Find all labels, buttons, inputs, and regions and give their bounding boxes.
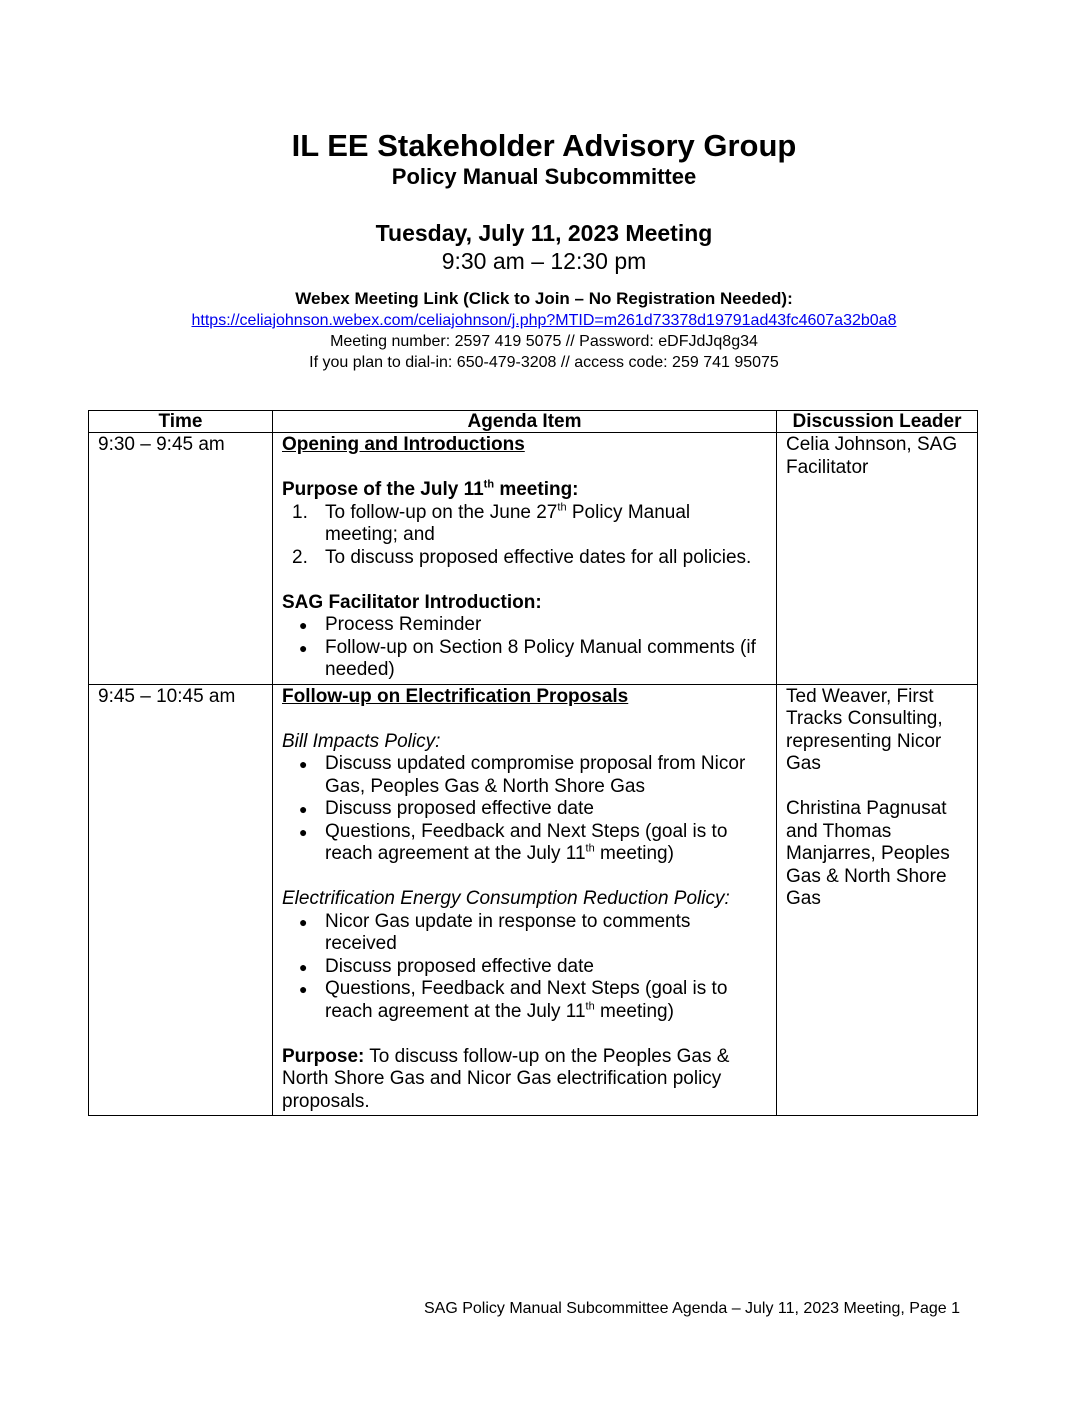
list-item: ● Discuss proposed effective date bbox=[299, 955, 594, 977]
document-title: IL EE Stakeholder Advisory Group bbox=[291, 128, 797, 163]
list-item: ● Discuss proposed effective date bbox=[299, 798, 594, 819]
intro-list bbox=[282, 614, 767, 682]
list-item: 1. To follow-up on the June 27th Policy Manual meeting; and bbox=[292, 501, 691, 545]
row-time: 9:45 – 10:45 am bbox=[89, 684, 273, 1116]
bullet-icon: ● bbox=[299, 823, 308, 840]
header-time: Time bbox=[89, 411, 273, 433]
list-item: ● Questions, Feedback and Next Steps (goal is to reach agreement at the July 11th meeting) bbox=[299, 820, 728, 864]
table-row bbox=[89, 684, 978, 1116]
row-agenda-item bbox=[273, 684, 777, 1116]
document-header bbox=[0, 128, 1088, 373]
meeting-number-info: Meeting number: 2597 419 5075 // Password: eDFJdJq8g34 bbox=[330, 333, 758, 350]
agenda-item-heading: Follow-up on Electrification Proposals bbox=[282, 685, 629, 707]
list-item: ● Follow-up on Section 8 Policy Manual comments (if needed) bbox=[299, 636, 756, 680]
agenda-table bbox=[88, 410, 978, 1116]
row-time: 9:30 – 9:45 am bbox=[89, 433, 273, 685]
bullet-icon: ● bbox=[299, 801, 308, 817]
bullet-icon: ● bbox=[299, 981, 308, 997]
table-header-row bbox=[89, 411, 978, 433]
discussion-leader-1: Ted Weaver, First Tracks Consulting, representing Nicor Gas bbox=[786, 685, 943, 774]
meeting-time: 9:30 am – 12:30 pm bbox=[441, 248, 647, 274]
bullet-icon: ● bbox=[299, 958, 308, 975]
list-item: ● Nicor Gas update in response to comments received bbox=[299, 910, 691, 954]
purpose-list bbox=[282, 502, 767, 570]
row-discussion-leader: Celia Johnson, SAG Facilitator bbox=[777, 433, 978, 685]
document-subtitle: Policy Manual Subcommittee bbox=[391, 164, 697, 189]
row-agenda-item bbox=[273, 433, 777, 685]
bullet-icon: ● bbox=[299, 756, 308, 772]
bill-impacts-list bbox=[282, 753, 767, 866]
list-item: ● Process Reminder bbox=[299, 614, 482, 635]
ecr-policy-list bbox=[282, 911, 767, 1024]
list-item: ● Questions, Feedback and Next Steps (goal is to reach agreement at the July 11th meeting) bbox=[299, 978, 728, 1022]
dial-in-info: If you plan to dial-in: 650-479-3208 // access code: 259 741 95075 bbox=[309, 354, 779, 371]
list-item: ● Discuss updated compromise proposal from Nicor Gas, Peoples Gas & North Shore Gas bbox=[299, 753, 746, 797]
header-agenda-item: Agenda Item bbox=[273, 411, 777, 433]
row-discussion-leader bbox=[777, 684, 978, 1116]
ecr-policy-label: Electrification Energy Consumption Reduction Policy: bbox=[282, 888, 730, 909]
webex-meeting-link[interactable]: https://celiajohnson.webex.com/celiajohnson/j.php?MTID=m261d73378d19791ad43fc4607a32b0a8 bbox=[191, 312, 897, 329]
purpose-label: Purpose of the July 11th meeting: bbox=[282, 478, 579, 500]
bullet-icon: ● bbox=[299, 913, 308, 930]
page-footer: SAG Policy Manual Subcommittee Agenda – July 11, 2023 Meeting, Page 1 bbox=[423, 1300, 960, 1317]
bullet-icon: ● bbox=[299, 617, 308, 633]
discussion-leader-2: Christina Pagnusat and Thomas Manjarres, Peoples Gas & North Shore Gas bbox=[786, 798, 950, 909]
bullet-icon: ● bbox=[299, 639, 308, 656]
purpose-statement: Purpose: To discuss follow-up on the Peoples Gas & North Shore Gas and Nicor Gas electrification policy proposals. bbox=[282, 1045, 730, 1112]
webex-label: Webex Meeting Link (Click to Join – No Registration Needed): bbox=[295, 289, 793, 308]
agenda-item-heading: Opening and Introductions bbox=[282, 434, 525, 455]
table-row bbox=[89, 433, 978, 685]
bill-impacts-label: Bill Impacts Policy: bbox=[282, 730, 441, 752]
meeting-date: Tuesday, July 11, 2023 Meeting bbox=[375, 220, 713, 246]
header-discussion-leader: Discussion Leader bbox=[777, 411, 978, 433]
list-item: 2. To discuss proposed effective dates for all policies. bbox=[292, 546, 752, 568]
intro-label: SAG Facilitator Introduction: bbox=[282, 591, 542, 613]
